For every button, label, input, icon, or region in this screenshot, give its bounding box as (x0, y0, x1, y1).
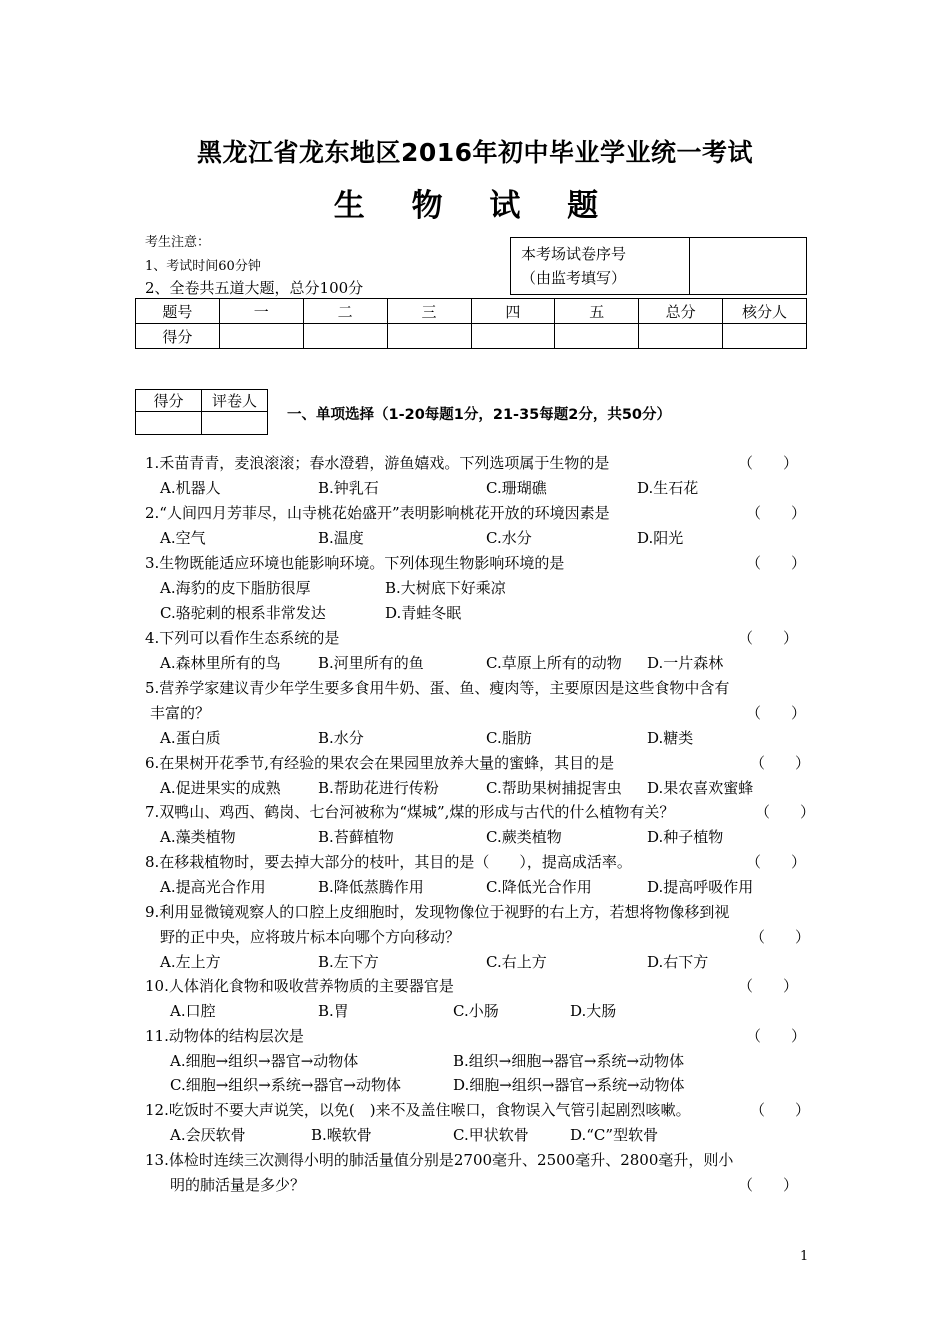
score-header-cell: 五 (555, 299, 639, 324)
option[interactable]: B.喉软骨 (311, 1126, 372, 1144)
option[interactable]: D.一片森林 (647, 654, 724, 672)
question-stem: 10.人体消化食物和吸收营养物质的主要器官是 (145, 977, 454, 995)
option[interactable]: B.帮助花进行传粉 (318, 779, 439, 797)
notice-line-2: 2、全卷共五道大题，总分100分 (145, 279, 364, 297)
score-header-cell: 四 (471, 299, 555, 324)
option[interactable]: C.右上方 (486, 953, 547, 971)
grader-name-cell[interactable] (202, 412, 268, 435)
score-cell[interactable] (723, 324, 807, 349)
score-cell[interactable] (471, 324, 555, 349)
answer-paren[interactable]: （ ） (746, 1027, 807, 1045)
serial-line-1: 本考场试卷序号 (521, 245, 627, 263)
score-table (135, 298, 807, 349)
option[interactable]: C.小肠 (453, 1002, 499, 1020)
serial-input[interactable] (690, 238, 807, 295)
answer-paren[interactable]: （ ） (746, 554, 807, 572)
option[interactable]: D.细胞→组织→器官→系统→动物体 (453, 1076, 685, 1094)
grader-box (135, 389, 268, 435)
score-header-cell: 三 (387, 299, 471, 324)
option[interactable]: B.水分 (318, 729, 364, 747)
score-cell[interactable] (555, 324, 639, 349)
option[interactable]: A.空气 (160, 529, 206, 547)
option[interactable]: C.脂肪 (486, 729, 532, 747)
notice-heading: 考生注意： (145, 235, 211, 250)
score-cell[interactable] (639, 324, 723, 349)
option[interactable]: C.骆驼刺的根系非常发达 (160, 604, 326, 622)
grader-name-label: 评卷人 (202, 390, 268, 412)
option[interactable]: A.细胞→组织→器官→动物体 (170, 1052, 359, 1070)
option[interactable]: A.海豹的皮下脂肪很厚 (160, 579, 311, 597)
option[interactable]: D.“C”型软骨 (570, 1126, 659, 1144)
question-stem: 12.吃饭时不要大声说笑，以免( )来不及盖住喉口，食物误入气管引起剧烈咳嗽。 (145, 1101, 691, 1119)
option[interactable]: B.河里所有的鱼 (318, 654, 424, 672)
option[interactable]: D.糖类 (647, 729, 694, 747)
question-stem: 3.生物既能适应环境也能影响环境。下列体现生物影响环境的是 (145, 554, 565, 572)
option[interactable]: A.会厌软骨 (170, 1126, 246, 1144)
question-stem: 13.体检时连续三次测得小明的肺活量值分别是2700毫升、2500毫升、2800毫升，则小 (145, 1151, 734, 1169)
option[interactable]: D.提高呼吸作用 (647, 878, 754, 896)
option[interactable]: A.藻类植物 (160, 828, 236, 846)
option[interactable]: D.种子植物 (647, 828, 724, 846)
option[interactable]: C.水分 (486, 529, 532, 547)
question-stem: 6.在果树开花季节,有经验的果农会在果园里放养大量的蜜蜂，其目的是 (145, 754, 615, 772)
option[interactable]: C.降低光合作用 (486, 878, 592, 896)
option[interactable]: A.左上方 (160, 953, 221, 971)
option[interactable]: D.阳光 (637, 529, 684, 547)
score-cell[interactable] (387, 324, 471, 349)
option[interactable]: C.帮助果树捕捉害虫 (486, 779, 622, 797)
question-stem: 7.双鸭山、鸡西、鹤岗、七台河被称为“煤城”,煤的形成与古代的什么植物有关？ (145, 803, 675, 821)
answer-paren[interactable]: （ ） (746, 504, 807, 522)
answer-paren[interactable]: （ ） (750, 754, 811, 772)
section-1-heading: 一、单项选择（1-20每题1分，21-35每题2分，共50分） (287, 407, 672, 423)
score-row-label: 得分 (136, 324, 220, 349)
option[interactable]: D.生石花 (637, 479, 699, 497)
option[interactable]: C.细胞→组织→系统→器官→动物体 (170, 1076, 401, 1094)
serial-label (511, 238, 690, 295)
score-cell[interactable] (303, 324, 387, 349)
option[interactable]: B.钟乳石 (318, 479, 379, 497)
question-stem: 2.“人间四月芳菲尽，山寺桃花始盛开”表明影响桃花开放的环境因素是 (145, 504, 610, 522)
grader-score-cell[interactable] (136, 412, 202, 435)
answer-paren[interactable]: （ ） (738, 977, 799, 995)
exam-title: 黑龙江省龙东地区2016年初中毕业学业统一考试 (196, 138, 754, 167)
question-stem: 5.营养学家建议青少年学生要多食用牛奶、蛋、鱼、瘦肉等，主要原因是这些食物中含有 (145, 679, 730, 697)
option[interactable]: D.果农喜欢蜜蜂 (647, 779, 754, 797)
subject-title: 生 物 试 题 (333, 188, 617, 224)
question-stem-continued: 明的肺活量是多少？ (170, 1176, 306, 1194)
answer-paren[interactable]: （ ） (746, 704, 807, 722)
grader-score-label: 得分 (136, 390, 202, 412)
option[interactable]: C.蕨类植物 (486, 828, 562, 846)
notice-line-1: 1、考试时间60分钟 (145, 259, 261, 274)
option[interactable]: B.苔藓植物 (318, 828, 394, 846)
score-header-cell: 总分 (639, 299, 723, 324)
score-header-cell: 题号 (136, 299, 220, 324)
question-stem: 1.禾苗青青，麦浪滚滚；春水澄碧，游鱼嬉戏。下列选项属于生物的是 (145, 454, 610, 472)
option[interactable]: C.珊瑚礁 (486, 479, 547, 497)
answer-paren[interactable]: （ ） (755, 803, 816, 821)
question-stem: 9.利用显微镜观察人的口腔上皮细胞时，发现物像位于视野的右上方，若想将物像移到视 (145, 903, 730, 921)
answer-paren[interactable]: （ ） (750, 1101, 811, 1119)
option[interactable]: A.蛋白质 (160, 729, 221, 747)
option[interactable]: B.左下方 (318, 953, 379, 971)
option[interactable]: B.胃 (318, 1002, 349, 1020)
question-stem: 11.动物体的结构层次是 (145, 1027, 304, 1045)
question-stem-continued: 丰富的？ (150, 704, 211, 722)
answer-paren[interactable]: （ ） (750, 928, 811, 946)
option[interactable]: C.草原上所有的动物 (486, 654, 622, 672)
option[interactable]: B.组织→细胞→器官→系统→动物体 (453, 1052, 685, 1070)
option[interactable]: B.温度 (318, 529, 364, 547)
question-stem: 4.下列可以看作生态系统的是 (145, 629, 340, 647)
option[interactable]: C.甲状软骨 (453, 1126, 529, 1144)
score-cell[interactable] (219, 324, 303, 349)
option[interactable]: D.大肠 (570, 1002, 617, 1020)
question-stem: 8.在移栽植物时，要去掉大部分的枝叶，其目的是（ ），提高成活率。 (145, 853, 632, 871)
option[interactable]: A.口腔 (170, 1002, 216, 1020)
page-number: 1 (800, 1249, 809, 1264)
option[interactable]: B.大树底下好乘凉 (385, 579, 506, 597)
question-stem-continued: 野的正中央，应将玻片标本向哪个方向移动？ (160, 928, 461, 946)
score-header-cell: 一 (219, 299, 303, 324)
option[interactable]: D.青蛙冬眠 (385, 604, 462, 622)
serial-box (510, 237, 807, 295)
option[interactable]: B.降低蒸腾作用 (318, 878, 424, 896)
score-header-cell: 二 (303, 299, 387, 324)
answer-paren[interactable]: （ ） (738, 1176, 799, 1194)
answer-paren[interactable]: （ ） (738, 629, 799, 647)
option[interactable]: A.机器人 (160, 479, 221, 497)
option[interactable]: D.右下方 (647, 953, 709, 971)
answer-paren[interactable]: （ ） (746, 853, 807, 871)
serial-line-2: （由监考填写） (521, 269, 627, 287)
option[interactable]: A.促进果实的成熟 (160, 779, 281, 797)
score-header-cell: 核分人 (723, 299, 807, 324)
option[interactable]: A.提高光合作用 (160, 878, 266, 896)
answer-paren[interactable]: （ ） (738, 454, 799, 472)
option[interactable]: A.森林里所有的鸟 (160, 654, 281, 672)
